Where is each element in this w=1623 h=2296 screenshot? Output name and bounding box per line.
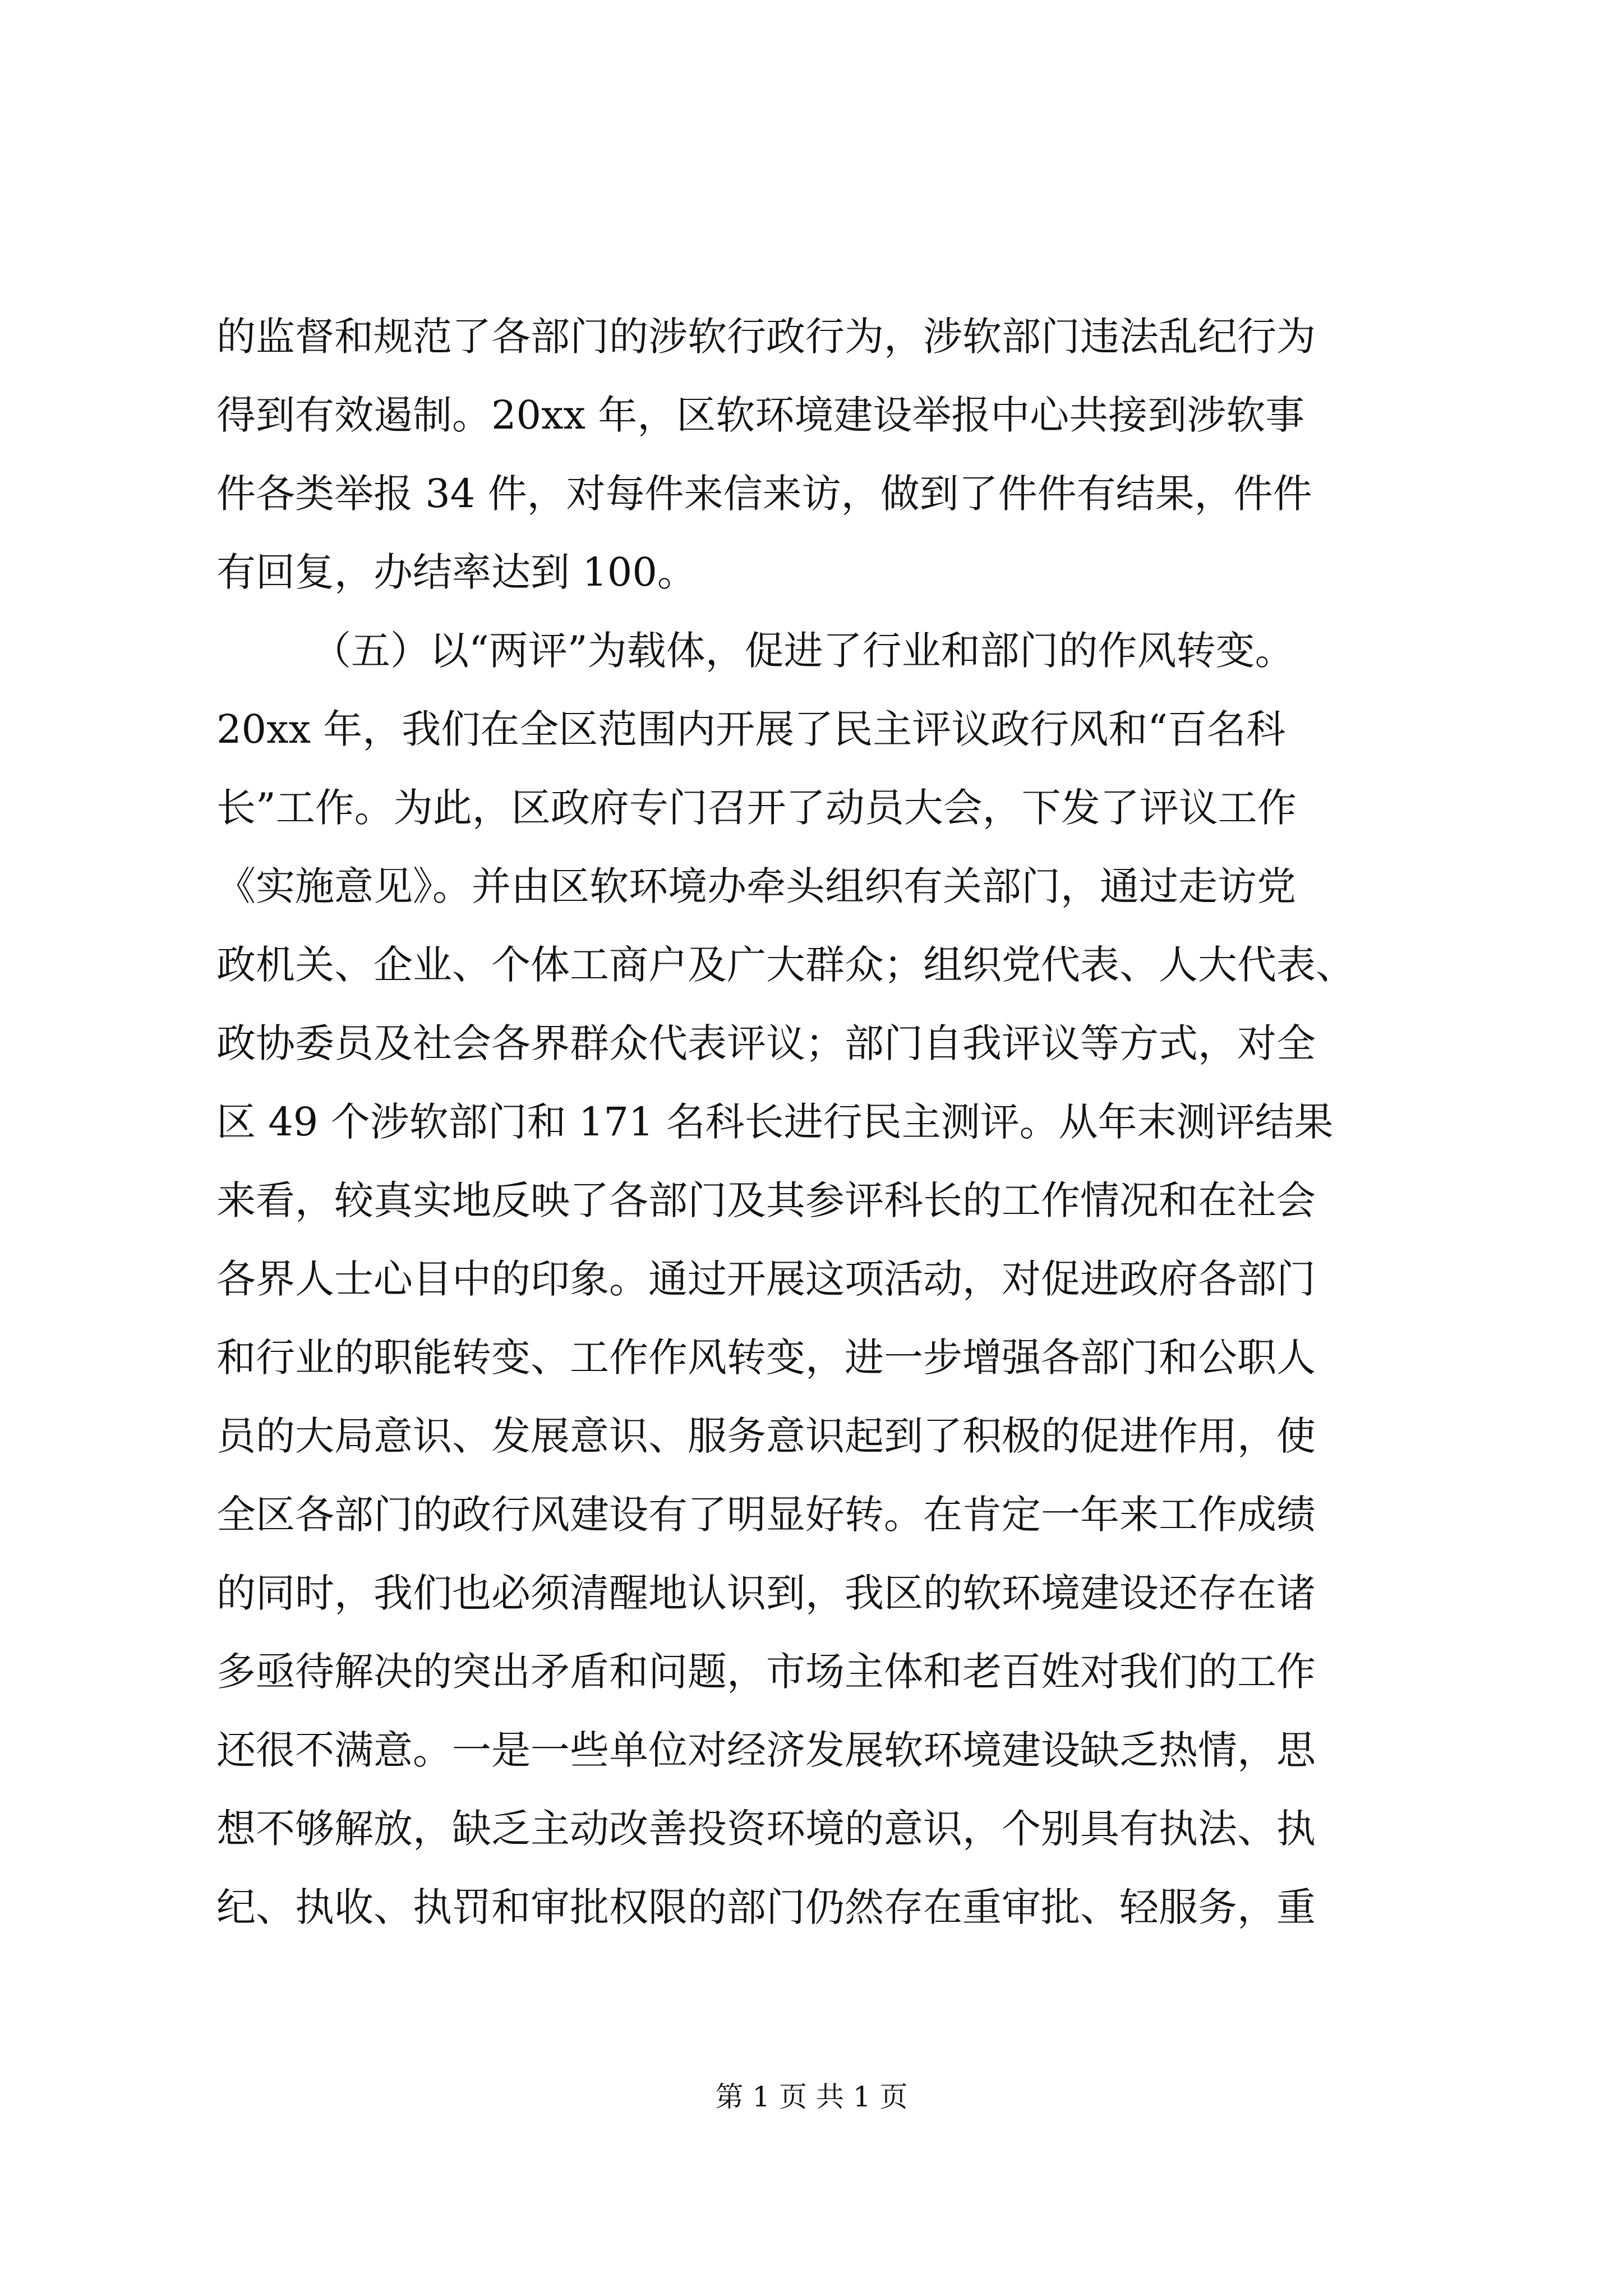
body-line: 《实施意见》。并由区软环境办牵头组织有关部门，通过走访党 — [216, 863, 1296, 909]
body-line: 政机关、企业、个体工商户及广大群众；组织党代表、人大代表、 — [216, 942, 1355, 988]
body-line: 想不够解放，缺乏主动改善投资环境的意识，个别具有执法、执 — [216, 1806, 1316, 1852]
body-line: 员的大局意识、发展意识、服务意识起到了积极的促进作用，使 — [216, 1413, 1316, 1459]
body-line: 20xx 年，我们在全区范围内开展了民主评议政行风和“百名科 — [216, 706, 1286, 752]
body-line: 政协委员及社会各界群众代表评议；部门自我评议等方式，对全 — [216, 1020, 1316, 1066]
body-line: 长”工作。为此，区政府专门召开了动员大会，下发了评议工作 — [216, 785, 1297, 831]
body-line: 的同时，我们也必须清醒地认识到，我区的软环境建设还存在诸 — [216, 1570, 1316, 1616]
body-line: 来看，较真实地反映了各部门及其参评科长的工作情况和在社会 — [216, 1177, 1316, 1223]
body-line: 区 49 个涉软部门和 171 名科长进行民主测评。从年末测评结果 — [216, 1099, 1334, 1145]
body-line: 有回复，办结率达到 100。 — [216, 549, 697, 595]
body-line: 和行业的职能转变、工作作风转变，进一步增强各部门和公职人 — [216, 1335, 1316, 1381]
body-line: 各界人士心目中的印象。通过开展这项活动，对促进政府各部门 — [216, 1256, 1316, 1302]
body-line: 件各类举报 34 件，对每件来信来访，做到了件件有结果，件件 — [216, 471, 1312, 517]
body-line: 的监督和规范了各部门的涉软行政行为，涉软部门违法乱纪行为 — [216, 314, 1316, 360]
paragraph-heading-line: （五）以“两评”为载体，促进了行业和部门的作风转变。 — [312, 628, 1294, 674]
body-line: 纪、执收、执罚和审批权限的部门仍然存在重审批、轻服务，重 — [216, 1884, 1316, 1930]
body-line: 全区各部门的政行风建设有了明显好转。在肯定一年来工作成绩 — [216, 1492, 1316, 1538]
body-line: 得到有效遏制。20xx 年，区软环境建设举报中心共接到涉软事 — [216, 392, 1305, 438]
page-number-footer: 第 1 页 共 1 页 — [715, 2081, 908, 2113]
body-line: 还很不满意。一是一些单位对经济发展软环境建设缺乏热情，思 — [216, 1727, 1316, 1773]
body-line: 多亟待解决的突出矛盾和问题，市场主体和老百姓对我们的工作 — [216, 1649, 1316, 1695]
